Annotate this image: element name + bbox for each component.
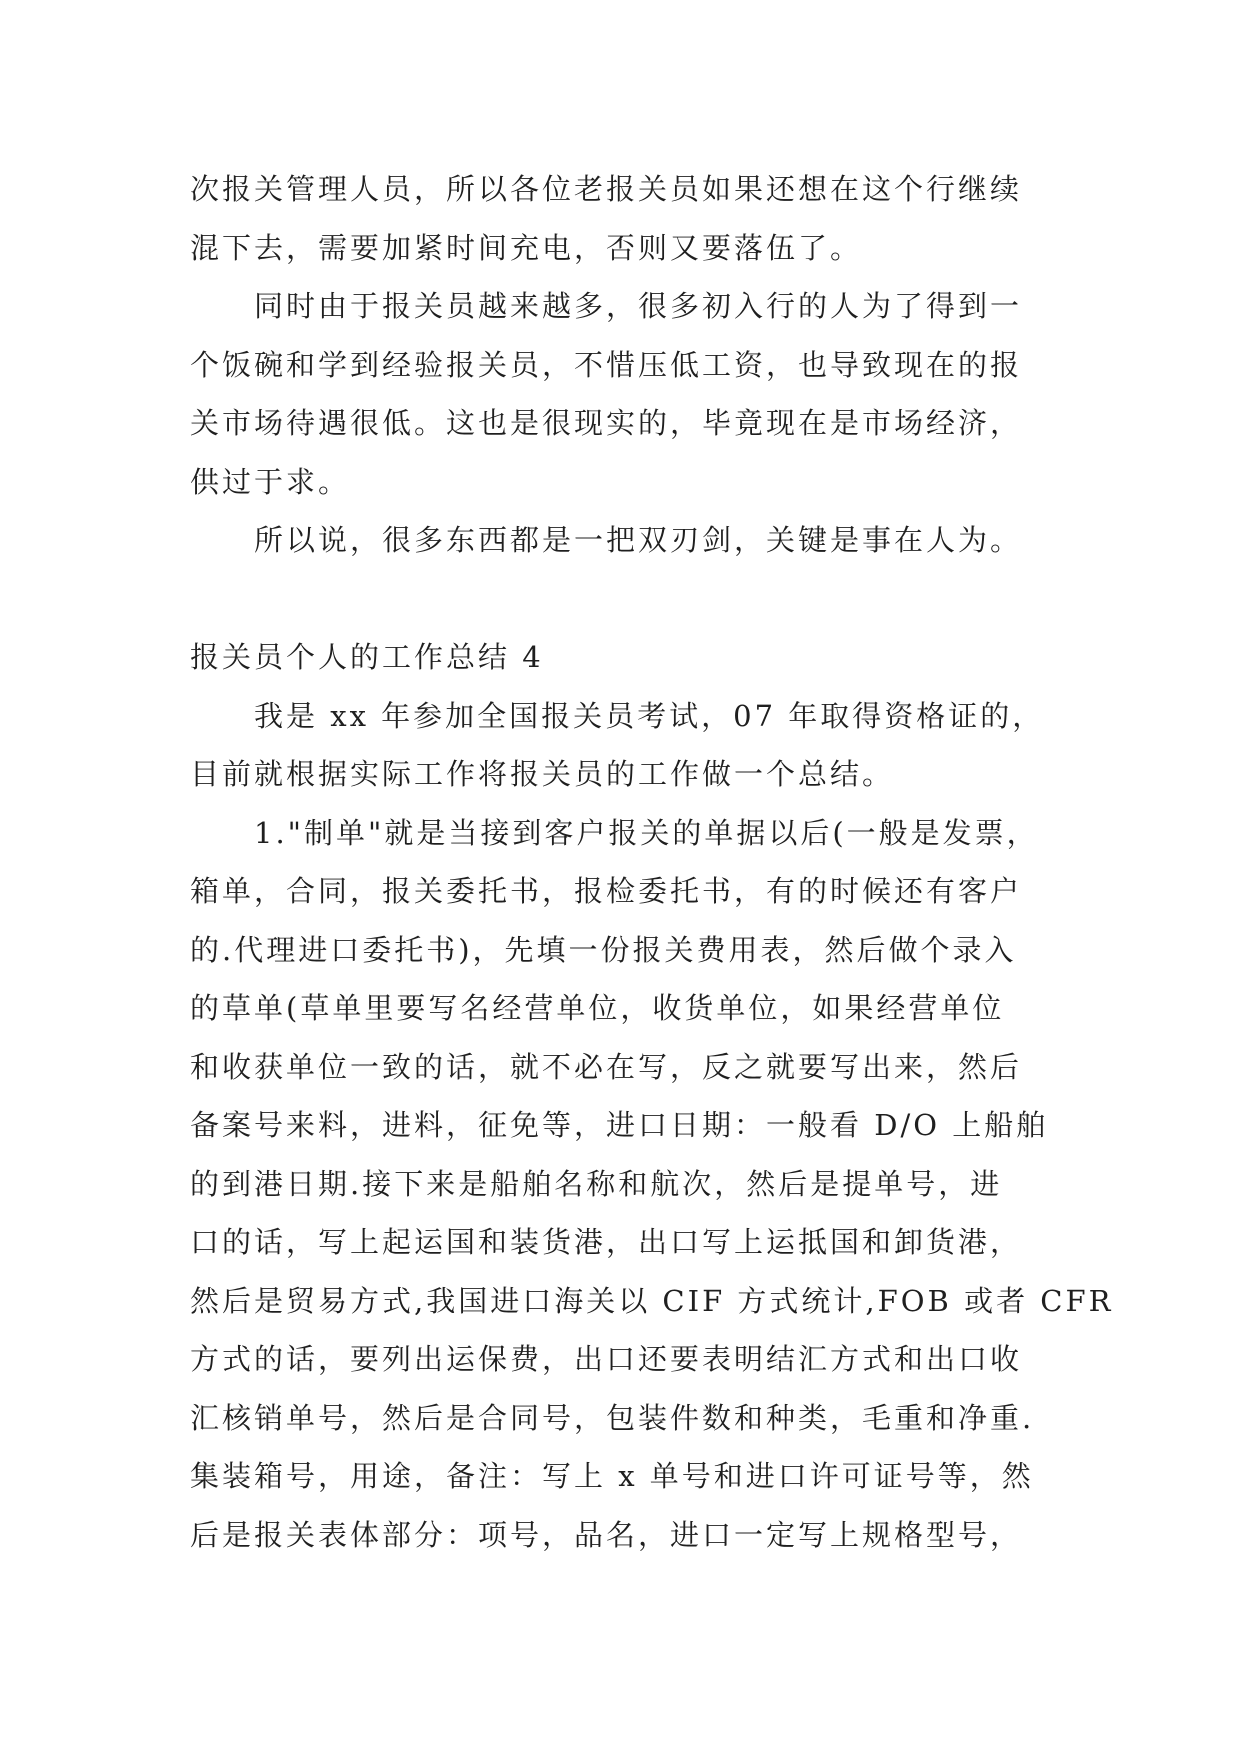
text-line: 关市场待遇很低。这也是很现实的，毕竟现在是市场经济，	[190, 406, 1023, 440]
text-line: 后是报关表体部分：项号，品名，进口一定写上规格型号，	[190, 1517, 1023, 1552]
section-heading: 报关员个人的工作总结 4	[190, 640, 544, 674]
text-line: 供过于求。	[190, 464, 351, 499]
paragraph-line: 所以说，很多东西都是一把双刃剑，关键是事在人为。	[190, 523, 1023, 557]
text-line: 次报关管理人员，所以各位老报关员如果还想在这个行继续	[190, 172, 1023, 206]
text-line: 箱单，合同，报关委托书，报检委托书，有的时候还有客户	[190, 874, 1023, 908]
text-line: 的.代理进口委托书)，先填一份报关费用表，然后做个录入	[190, 932, 1017, 967]
text-line: 集装箱号，用途，备注：写上 x 单号和进口许可证号等，然	[190, 1459, 1034, 1493]
text-line: 方式的话，要列出运保费，出口还要表明结汇方式和出口收	[190, 1342, 1023, 1376]
text-line: 目前就根据实际工作将报关员的工作做一个总结。	[190, 757, 895, 791]
blank-line	[190, 570, 1050, 629]
text-line: 混下去，需要加紧时间充电，否则又要落伍了。	[190, 230, 863, 265]
text-line: 备案号来料，进料，征免等，进口日期：一般看 D/O 上船舶	[190, 1108, 1049, 1142]
text-line: 汇核销单号，然后是合同号，包装件数和种类，毛重和净重.	[190, 1400, 1035, 1435]
text-line: 口的话，写上起运国和装货港，出口写上运抵国和卸货港，	[190, 1225, 1023, 1259]
document-body	[190, 160, 1114, 1564]
paragraph-line: 同时由于报关员越来越多，很多初入行的人为了得到一	[190, 289, 1023, 323]
paragraph-line: 我是 xx 年参加全国报关员考试，07 年取得资格证的，	[190, 698, 1045, 733]
text-line: 的到港日期.接下来是船舶名称和航次，然后是提单号，进	[190, 1166, 1003, 1201]
text-line: 和收获单位一致的话，就不必在写，反之就要写出来，然后	[190, 1049, 1023, 1084]
text-line: 的草单(草单里要写名经营单位，收货单位，如果经营单位	[190, 991, 1005, 1025]
text-line: 个饭碗和学到经验报关员，不惜压低工资，也导致现在的报	[190, 347, 1023, 382]
text-line: 然后是贸易方式,我国进口海关以 CIF 方式统计,FOB 或者 CFR	[190, 1283, 1114, 1318]
paragraph-line: 1."制单"就是当接到客户报关的单据以后(一般是发票，	[190, 815, 1039, 850]
